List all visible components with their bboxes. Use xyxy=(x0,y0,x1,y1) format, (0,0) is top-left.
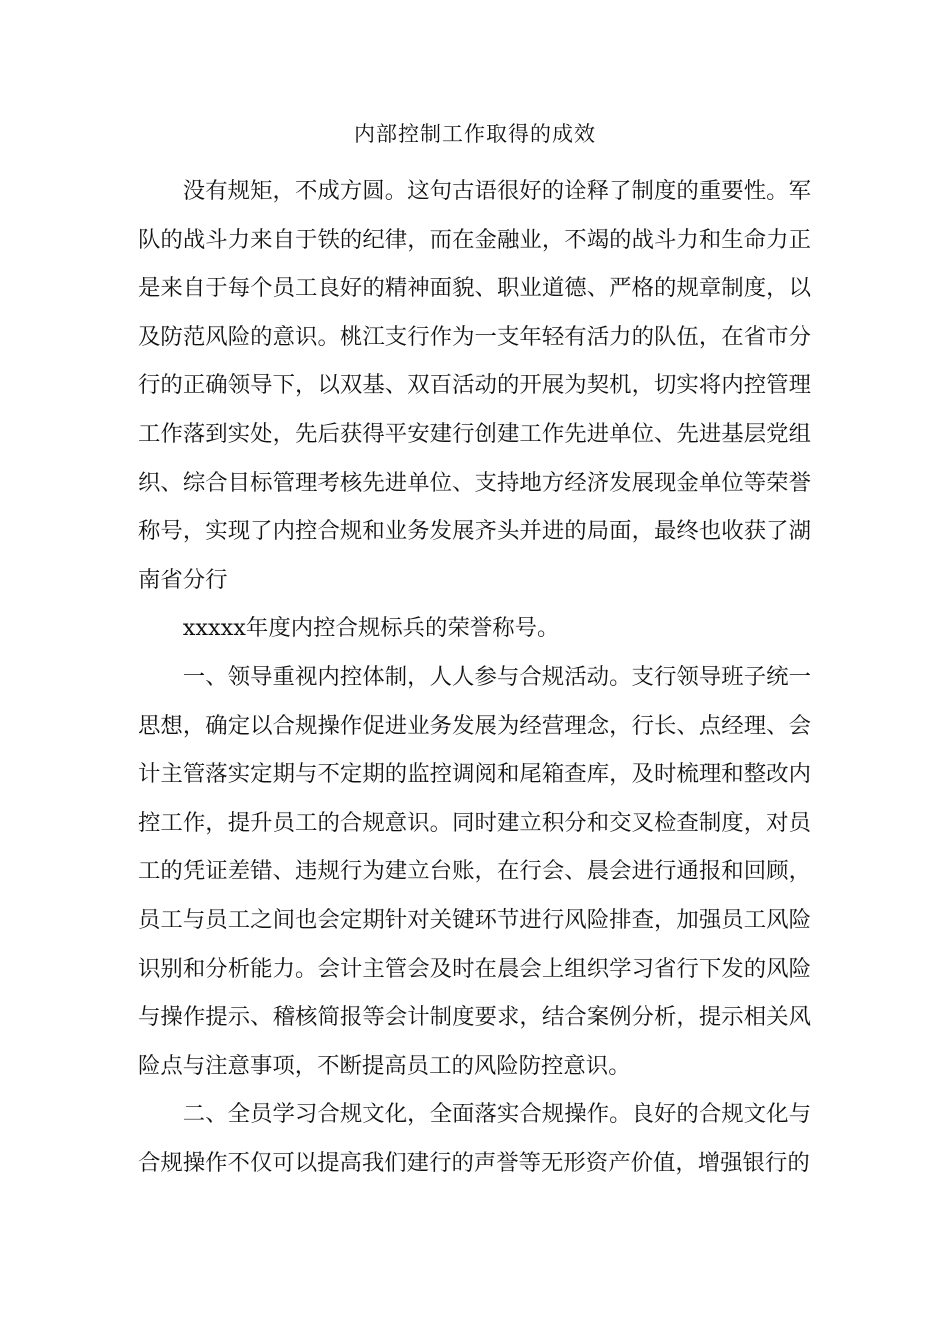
paragraph-intro: 没有规矩，不成方圆。这句古语很好的诠释了制度的重要性。军队的战斗力来自于铁的纪律，而在金融业，不竭的战斗力和生命力正是来自于每个员工良好的精神面貌、职业道德、严格的规章制度，以及防范风险的意识。桃江支行作为一支年轻有活力的队伍，在省市分行的正确领导下，以双基、双百活动的开展为契机，切实将内控管理工作落到实处，先后获得平安建行创建工作先进单位、先进基层党组织、综合目标管理考核先进单位、支持地方经济发展现金单位等荣誉称号，实现了内控合规和业务发展齐头并进的局面，最终也收获了湖南省分行 xyxy=(138,178,811,593)
document-body xyxy=(138,167,811,1187)
paragraph-section-1: 一、领导重视内控体制，人人参与合规活动。支行领导班子统一思想，确定以合规操作促进业务发展为经营理念，行长、点经理、会计主管落实定期与不定期的监控调阅和尾箱查库，及时梳理和整改内控工作，提升员工的合规意识。同时建立积分和交叉检查制度，对员工的凭证差错、违规行为建立台账，在行会、晨会进行通报和回顾，员工与员工之间也会定期针对关键环节进行风险排查，加强员工风险识别和分析能力。会计主管会及时在晨会上组织学习省行下发的风险与操作提示、稽核简报等会计制度要求，结合案例分析，提示相关风险点与注意事项，不断提高员工的风险防控意识。 xyxy=(138,663,811,1079)
paragraph-award: xxxxx年度内控合规标兵的荣誉称号。 xyxy=(182,615,560,642)
paragraph-section-2: 二、全员学习合规文化，全面落实合规操作。良好的合规文化与合规操作不仅可以提高我们建行的声誉等无形资产价值，增强银行的 xyxy=(138,1101,811,1176)
document-title: 内部控制工作取得的成效 xyxy=(354,122,596,146)
